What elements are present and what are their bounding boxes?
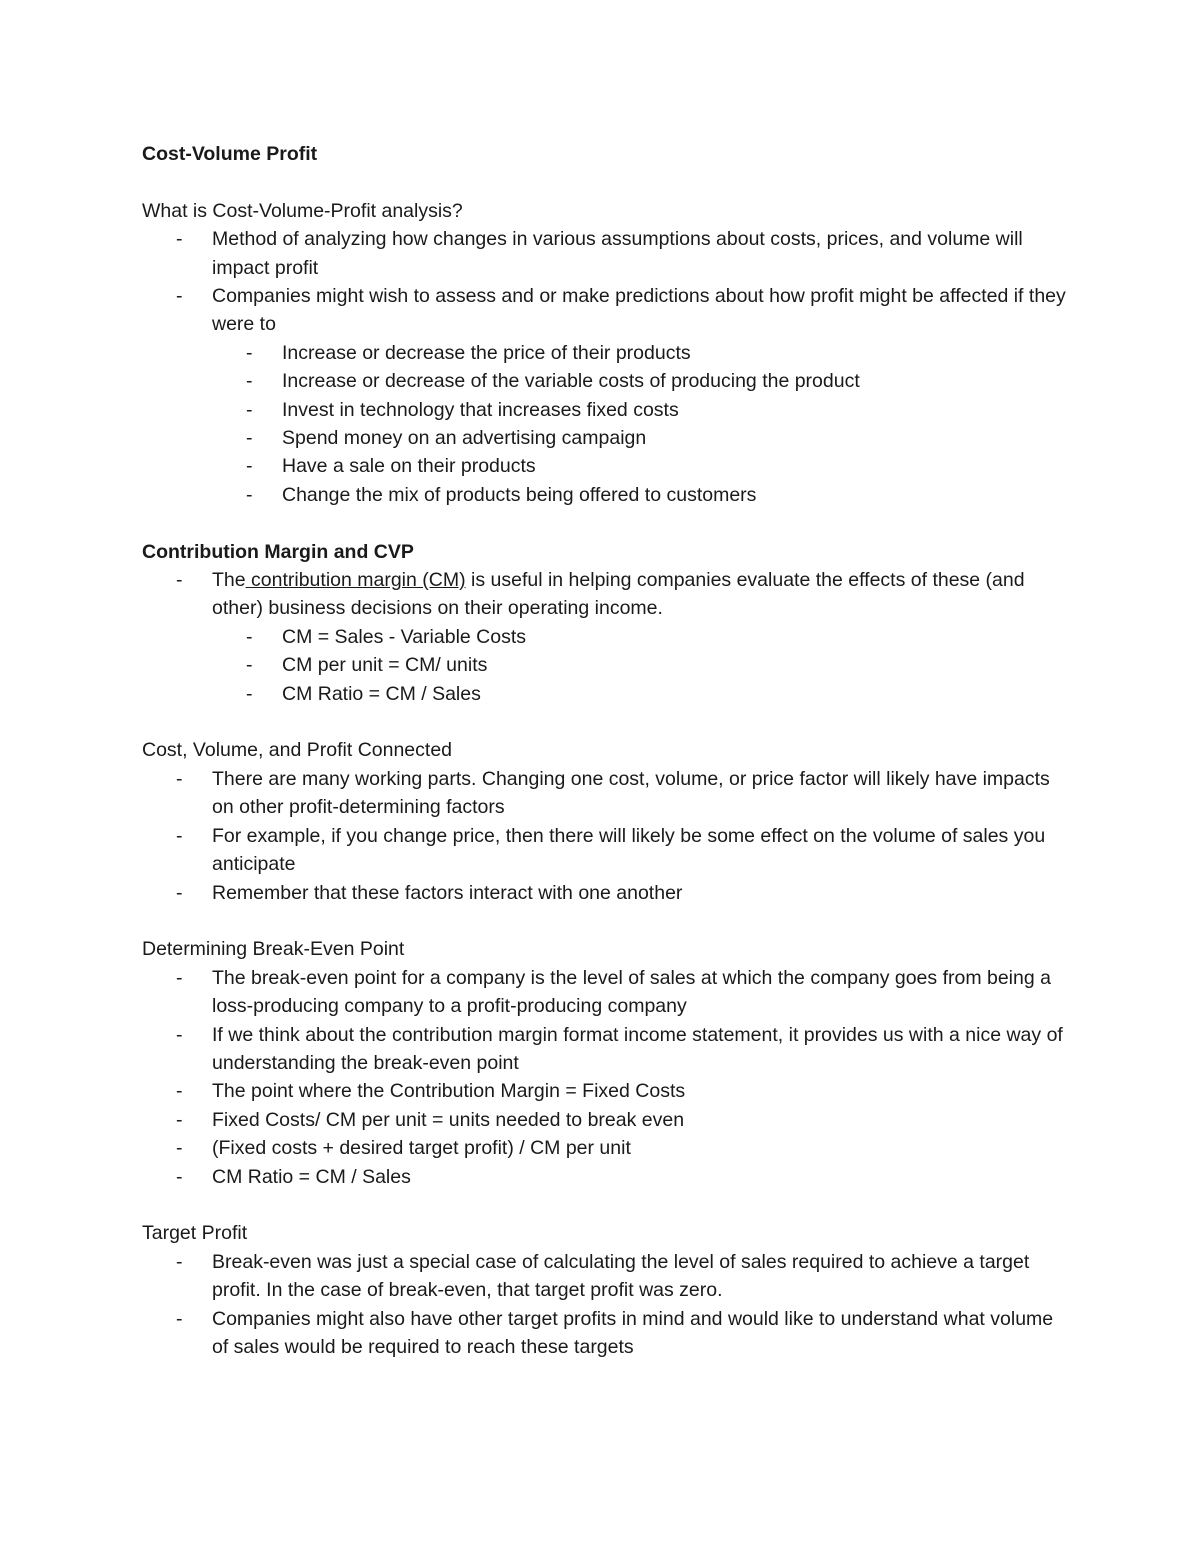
section-heading-contribution: Contribution Margin and CVP bbox=[142, 540, 414, 563]
sub-list-item: - CM per unit = CM/ units bbox=[212, 651, 1072, 679]
dash-bullet: - bbox=[246, 370, 253, 393]
document-page bbox=[142, 140, 1072, 1361]
spacer bbox=[142, 1191, 1072, 1219]
dash-bullet: - bbox=[246, 682, 253, 705]
list-item: - Companies might also have other target profits in mind and would like to understand what volume of sales would be required to reach these targets bbox=[142, 1305, 1072, 1362]
dash-bullet: - bbox=[176, 1023, 183, 1046]
dash-bullet: - bbox=[176, 285, 183, 308]
intro-sub-list bbox=[212, 339, 1072, 509]
contribution-list bbox=[142, 566, 1072, 708]
list-item: - The contribution margin (CM) is useful in helping companies evaluate the effects of these (and other) business decisions on their operating income. - CM = Sales - Variable Costs - CM per unit = CM/ units - CM Ratio = CM / Sales bbox=[142, 566, 1072, 708]
spacer bbox=[142, 708, 1072, 736]
dash-bullet: - bbox=[246, 398, 253, 421]
dash-bullet: - bbox=[176, 1137, 183, 1160]
contribution-sub-list bbox=[212, 623, 1072, 708]
list-item: - There are many working parts. Changing one cost, volume, or price factor will likely have impacts on other profit-determining factors bbox=[142, 765, 1072, 822]
dash-bullet: - bbox=[246, 341, 253, 364]
breakeven-list bbox=[142, 964, 1072, 1191]
list-item: - Break-even was just a special case of calculating the level of sales required to achieve a target profit. In the case of break-even, that target profit was zero. bbox=[142, 1248, 1072, 1305]
section-heading-connected: Cost, Volume, and Profit Connected bbox=[142, 739, 453, 762]
dash-bullet: - bbox=[176, 1165, 183, 1188]
dash-bullet: - bbox=[176, 1080, 183, 1103]
sub-list-item: - Increase or decrease the price of their products bbox=[212, 339, 1072, 367]
spacer bbox=[142, 509, 1072, 537]
sub-list-item: - Spend money on an advertising campaign bbox=[212, 424, 1072, 452]
dash-bullet: - bbox=[246, 654, 253, 677]
list-item: - Remember that these factors interact with one another bbox=[142, 879, 1072, 907]
list-item: - Companies might wish to assess and or make predictions about how profit might be affected if they were to - Increase or decrease the price of their products - Increase or decrease of the variable costs of producing the product - Invest in technology that increases fixed costs - Spend money on an advertising campaign - Have a sale on their products - Change the mix of products being offered to customers bbox=[142, 282, 1072, 509]
list-item: - The break-even point for a company is the level of sales at which the company goes from being a loss-producing company to a profit-producing company bbox=[142, 964, 1072, 1021]
list-item: - Method of analyzing how changes in various assumptions about costs, prices, and volume will impact profit bbox=[142, 225, 1072, 282]
list-item: - For example, if you change price, then there will likely be some effect on the volume of sales you anticipate bbox=[142, 822, 1072, 879]
sub-list-item: - Change the mix of products being offered to customers bbox=[212, 481, 1072, 509]
connected-list bbox=[142, 765, 1072, 907]
spacer bbox=[142, 168, 1072, 196]
intro-list bbox=[142, 225, 1072, 509]
target-list bbox=[142, 1248, 1072, 1362]
dash-bullet: - bbox=[176, 1250, 183, 1273]
dash-bullet: - bbox=[176, 569, 183, 592]
contribution-margin-term: contribution margin (CM) bbox=[245, 569, 466, 592]
dash-bullet: - bbox=[176, 881, 183, 904]
sub-list-item: - Increase or decrease of the variable costs of producing the product bbox=[212, 367, 1072, 395]
dash-bullet: - bbox=[176, 1307, 183, 1330]
dash-bullet: - bbox=[246, 483, 253, 506]
dash-bullet: - bbox=[176, 824, 183, 847]
dash-bullet: - bbox=[176, 228, 183, 251]
intro-question: What is Cost-Volume-Profit analysis? bbox=[142, 199, 463, 222]
list-item: - The point where the Contribution Margin = Fixed Costs bbox=[142, 1077, 1072, 1105]
list-item: - If we think about the contribution margin format income statement, it provides us with a nice way of understanding the break-even point bbox=[142, 1021, 1072, 1078]
dash-bullet: - bbox=[176, 767, 183, 790]
list-item: - CM Ratio = CM / Sales bbox=[142, 1163, 1072, 1191]
dash-bullet: - bbox=[246, 455, 253, 478]
sub-list-item: - CM Ratio = CM / Sales bbox=[212, 680, 1072, 708]
section-heading-breakeven: Determining Break-Even Point bbox=[142, 938, 405, 961]
sub-list-item: - Invest in technology that increases fixed costs bbox=[212, 396, 1072, 424]
sub-list-item: - CM = Sales - Variable Costs bbox=[212, 623, 1072, 651]
dash-bullet: - bbox=[176, 1108, 183, 1131]
dash-bullet: - bbox=[176, 966, 183, 989]
spacer bbox=[142, 907, 1072, 935]
list-item: - (Fixed costs + desired target profit) / CM per unit bbox=[142, 1134, 1072, 1162]
sub-list-item: - Have a sale on their products bbox=[212, 452, 1072, 480]
section-heading-target: Target Profit bbox=[142, 1222, 248, 1245]
dash-bullet: - bbox=[246, 625, 253, 648]
dash-bullet: - bbox=[246, 427, 253, 450]
list-item: - Fixed Costs/ CM per unit = units needed to break even bbox=[142, 1106, 1072, 1134]
document-title: Cost-Volume Profit bbox=[142, 143, 318, 165]
